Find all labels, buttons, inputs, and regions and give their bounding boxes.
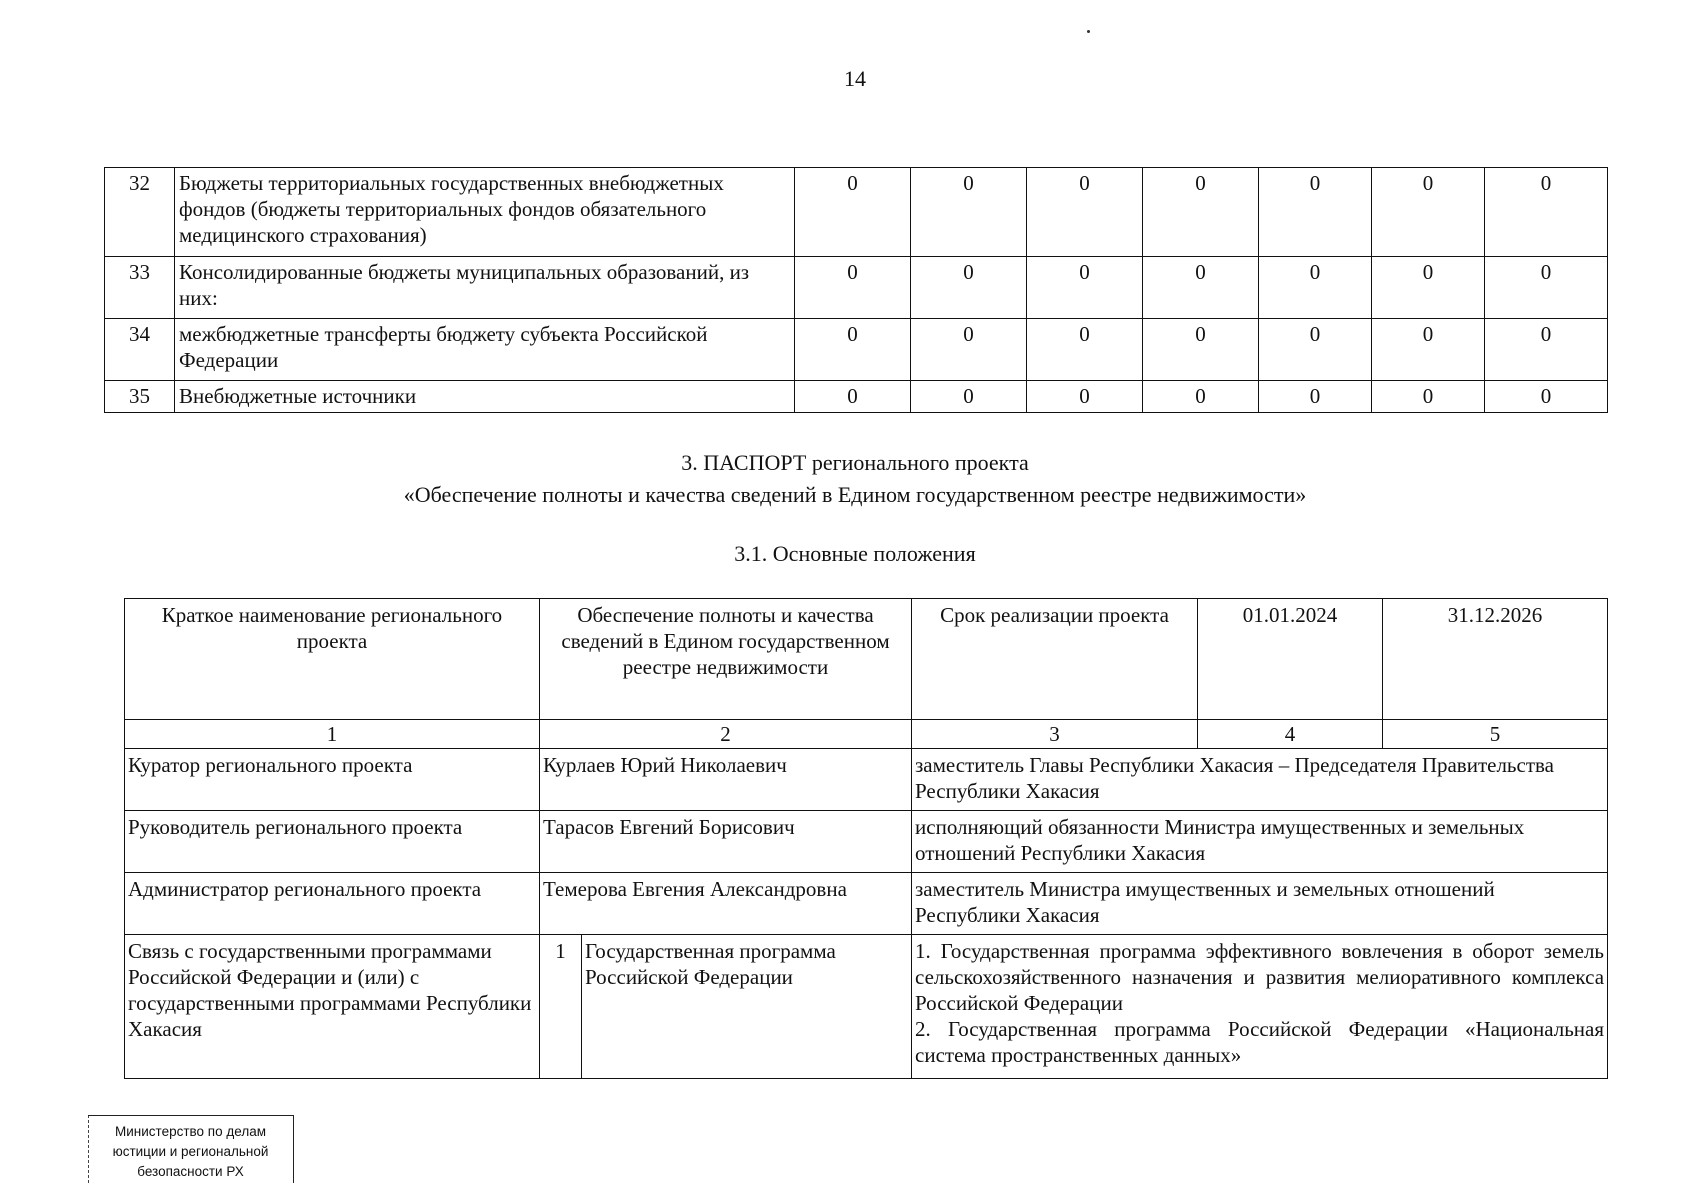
budget-row xyxy=(105,319,1608,381)
column-number: 2 xyxy=(540,720,912,749)
ministry-stamp xyxy=(88,1115,294,1183)
source-name: межбюджетные трансферты бюджету субъекта Российской Федерации xyxy=(175,319,795,381)
source-name: Консолидированные бюджеты муниципальных образований, из них: xyxy=(175,257,795,319)
value-cell: 0 xyxy=(1485,381,1608,413)
value-cell: 0 xyxy=(1485,257,1608,319)
scan-speck xyxy=(1087,30,1090,33)
value-cell: 0 xyxy=(1485,319,1608,381)
short-name-label: Краткое наименование регионального проекта xyxy=(125,599,540,720)
end-date: 31.12.2026 xyxy=(1383,599,1608,720)
value-cell: 0 xyxy=(795,168,911,257)
budget-row xyxy=(105,381,1608,413)
passport-header-row xyxy=(125,599,1608,720)
source-name: Бюджеты территориальных государственных внебюджетных фондов (бюджеты территориальных фондов обязательного медицинского страхования) xyxy=(175,168,795,257)
term-label: Срок реализации проекта xyxy=(912,599,1198,720)
value-cell: 0 xyxy=(911,257,1027,319)
row-number: 34 xyxy=(105,319,175,381)
section-title: 3. ПАСПОРТ регионального проекта xyxy=(681,450,1029,475)
curator-position: заместитель Главы Республики Хакасия – Председателя Правительства Республики Хакасия xyxy=(912,749,1608,811)
programs-row xyxy=(125,935,1608,1079)
budget-row xyxy=(105,257,1608,319)
column-number-row xyxy=(125,720,1608,749)
row-number: 33 xyxy=(105,257,175,319)
stamp-line: Министерство по делам xyxy=(115,1124,266,1139)
column-number: 5 xyxy=(1383,720,1608,749)
value-cell: 0 xyxy=(1259,319,1372,381)
programs-list xyxy=(912,935,1608,1079)
value-cell: 0 xyxy=(795,381,911,413)
program-item: 2. Государственная программа Российской Федерации «Национальная система пространственных данных» xyxy=(915,1017,1605,1067)
value-cell: 0 xyxy=(1027,257,1143,319)
page-number: 14 xyxy=(844,66,866,91)
manager-label: Руководитель регионального проекта xyxy=(125,811,540,873)
value-cell: 0 xyxy=(1259,381,1372,413)
value-cell: 0 xyxy=(911,319,1027,381)
administrator-position: заместитель Министра имущественных и земельных отношений Республики Хакасия xyxy=(912,873,1608,935)
start-date: 01.01.2024 xyxy=(1198,599,1383,720)
value-cell: 0 xyxy=(1027,168,1143,257)
section-subtitle: 3.1. Основные положения xyxy=(734,541,976,566)
manager-row xyxy=(125,811,1608,873)
column-number: 4 xyxy=(1198,720,1383,749)
stamp-line: безопасности РХ xyxy=(137,1164,244,1179)
value-cell: 0 xyxy=(1372,168,1485,257)
stamp-line: юстиции и региональной xyxy=(112,1144,269,1159)
project-title: «Обеспечение полноты и качества сведений в Едином государственном реестре недвижимости» xyxy=(403,482,1307,507)
value-cell: 0 xyxy=(1143,381,1259,413)
column-number: 3 xyxy=(912,720,1198,749)
budget-row xyxy=(105,168,1608,257)
manager-position: исполняющий обязанности Министра имущественных и земельных отношений Республики Хакасия xyxy=(912,811,1608,873)
administrator-label: Администратор регионального проекта xyxy=(125,873,540,935)
value-cell: 0 xyxy=(1143,257,1259,319)
value-cell: 0 xyxy=(1372,257,1485,319)
value-cell: 0 xyxy=(1143,319,1259,381)
administrator-name: Темерова Евгения Александровна xyxy=(540,873,912,935)
row-number: 32 xyxy=(105,168,175,257)
programs-index: 1 xyxy=(540,935,582,1079)
short-name-value: Обеспечение полноты и качества сведений в Едином государственном реестре недвижимости xyxy=(540,599,912,720)
manager-name: Тарасов Евгений Борисович xyxy=(540,811,912,873)
value-cell: 0 xyxy=(795,319,911,381)
value-cell: 0 xyxy=(1027,319,1143,381)
budget-sources-table xyxy=(104,167,1608,413)
value-cell: 0 xyxy=(1372,319,1485,381)
value-cell: 0 xyxy=(1259,168,1372,257)
value-cell: 0 xyxy=(911,381,1027,413)
value-cell: 0 xyxy=(911,168,1027,257)
value-cell: 0 xyxy=(795,257,911,319)
value-cell: 0 xyxy=(1143,168,1259,257)
programs-type: Государственная программа Российской Федерации xyxy=(582,935,912,1079)
column-number: 1 xyxy=(125,720,540,749)
curator-row xyxy=(125,749,1608,811)
value-cell: 0 xyxy=(1485,168,1608,257)
program-item: 1. Государственная программа эффективного вовлечения в оборот земель сельскохозяйственного назначения и развития мелиоративного комплекса Российской Федерации xyxy=(915,939,1605,1015)
curator-name: Курлаев Юрий Николаевич xyxy=(540,749,912,811)
project-passport-table xyxy=(124,598,1608,1079)
administrator-row xyxy=(125,873,1608,935)
row-number: 35 xyxy=(105,381,175,413)
curator-label: Куратор регионального проекта xyxy=(125,749,540,811)
value-cell: 0 xyxy=(1372,381,1485,413)
value-cell: 0 xyxy=(1027,381,1143,413)
programs-label: Связь с государственными программами Российской Федерации и (или) с государственными программами Республики Хакасия xyxy=(125,935,540,1079)
source-name: Внебюджетные источники xyxy=(175,381,795,413)
value-cell: 0 xyxy=(1259,257,1372,319)
